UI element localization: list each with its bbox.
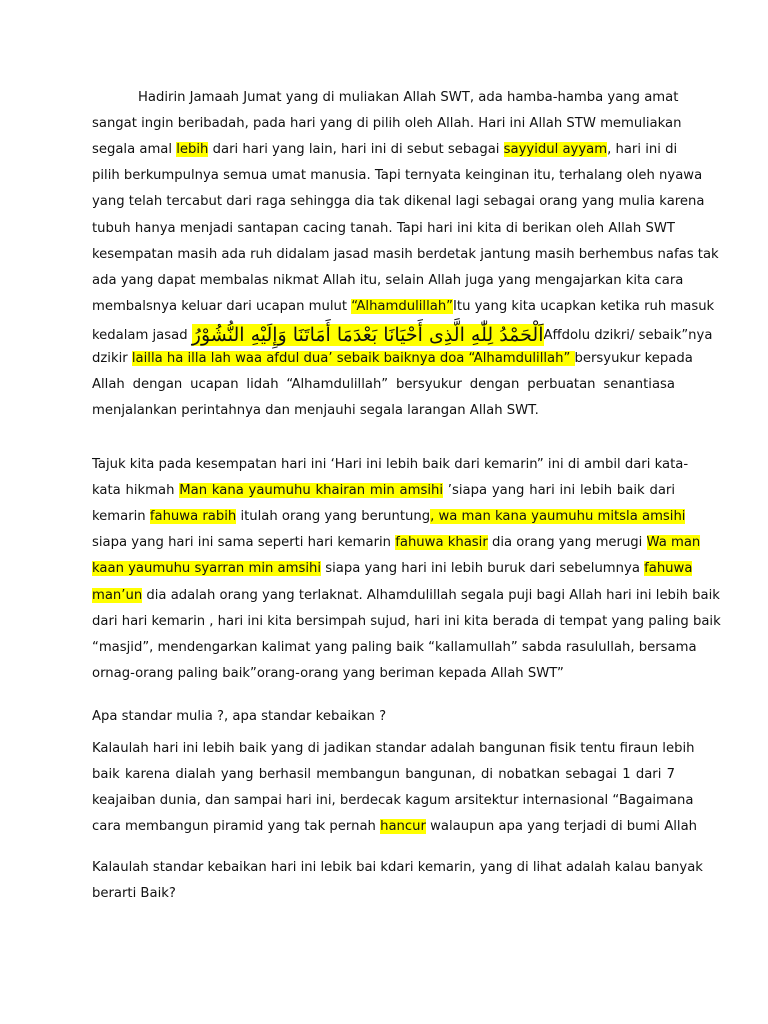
text-segment: membalsnya keluar dari ucapan mulut [92,298,352,314]
text-line [92,217,675,241]
text-line [92,164,703,188]
text-segment: Allah dengan ucapan lidah “Alhamdulillah” bersyukur dengan perbuatan senantiasa [92,377,675,393]
text-line [92,373,675,397]
highlighted-text: kaan yaumuhu syarran min amsihi [92,561,322,577]
text-segment: siapa yang hari ini lebih buruk dari sebelumnya [321,561,645,577]
text-line [92,269,684,293]
text-line [92,815,697,839]
text-segment: segala amal [92,142,177,158]
highlighted-text: fahuwa [644,561,693,577]
text-line [92,112,682,136]
text-line [92,531,701,555]
text-segment: walaupun apa yang terjadi di bumi Allah [425,819,698,835]
text-segment: , hari ini di [607,142,678,158]
text-line [92,789,694,813]
text-segment: Apa standar mulia ?, apa standar kebaikan ? [92,709,387,724]
text-line [92,636,697,660]
highlighted-text: hancur [380,819,426,835]
highlighted-text: lailla ha illa lah waa afdul dua’ sebaik baiknya doa “Alhamdulillah” [131,351,575,366]
text-segment: pilih berkumpulnya semua umat manusia. Tapi ternyata keinginan itu, terhalang oleh nyawa [92,168,703,184]
text-segment: ornag-orang paling baik”orang-orang yang beriman kepada Allah SWT” [92,665,564,681]
arabic-doa: اَلْحَمْدُ لِلّٰهِ الَّذِى أَحْيَانَا بَعْدَمَا أَمَاتَنَا وَإِلَيْهِ النُّشُوْرُ [191,323,544,346]
text-line [92,295,715,319]
text-segment: keajaiban dunia, dan sampai hari ini, berdecak kagum arsitektur internasional “Bagaimana [92,793,694,809]
text-segment: Affdolu dzikri/ sebaik”nya [543,327,713,343]
text-line [92,453,689,477]
highlighted-text: Wa man [646,535,701,551]
text-segment: Kalaulah standar kebaikan hari ini lebik bai kdari kemarin, yang di lihat adalah kalau banyak [92,860,703,875]
text-segment: menjalankan perintahnya dan menjauhi segala larangan Allah SWT. [92,403,539,419]
text-line [92,610,721,634]
text-segment: sangat ingin beribadah, pada hari yang di pilih oleh Allah. Hari ini Allah STW memuliakan [92,116,682,132]
text-line [92,505,686,529]
text-line [92,557,693,581]
text-line [92,399,539,423]
highlighted-text: fahuwa khasir [395,535,488,551]
text-segment: kedalam jasad [92,327,192,343]
highlighted-text: “Alhamdulillah” [351,298,454,314]
text-segment: dia adalah orang yang terlaknat. Alhamdulillah segala puji bagi Allah hari ini lebih baik [142,587,720,603]
text-segment: baik karena dialah yang berhasil membangun bangunan, di nobatkan sebagai 1 dari 7 [92,767,675,783]
text-segment: dzikir [92,351,132,366]
text-segment: yang telah tercabut dari raga sehingga dia tak dikenal lagi sebagai orang yang mulia karena [92,194,705,210]
text-segment: itulah orang yang beruntung [236,509,431,525]
text-line [92,138,678,162]
text-segment: ada yang dapat membalas nikmat Allah itu, selain Allah juga yang mengajarkan kita cara [92,272,684,288]
text-line [92,243,719,267]
text-line [92,321,713,346]
text-segment: “masjid”, mendengarkan kalimat yang paling baik “kallamullah” sabda rasulullah, bersama [92,639,697,655]
text-line [92,190,705,214]
text-segment: berarti Baik? [92,886,176,902]
text-segment: dari hari yang lain, hari ini di sebut sebagai [208,142,504,158]
text-line [92,347,693,371]
text-segment: kemarin [92,509,150,525]
text-segment: dia orang yang merugi [487,535,647,551]
highlighted-text: lebih [176,142,209,158]
text-segment: siapa yang hari ini sama seperti hari kemarin [92,535,396,551]
text-segment: tubuh hanya menjadi santapan cacing tanah. Tapi hari ini kita di berikan oleh Allah SWT [92,220,675,236]
text-segment: bersyukur kepada [574,351,693,366]
text-segment: cara membangun piramid yang tak pernah [92,819,381,835]
text-line [92,763,675,787]
text-segment: Hadirin Jamaah Jumat yang di muliakan Allah SWT, ada hamba-hamba yang amat [138,90,679,105]
highlighted-text: Man kana yaumuhu khairan min amsihi [179,483,443,499]
text-line [138,86,679,110]
text-line [92,856,703,880]
highlighted-text: fahuwa rabih [149,509,237,525]
text-segment: Kalaulah hari ini lebih baik yang di jadikan standar adalah bangunan fisik tentu firaun lebih [92,741,695,756]
highlighted-text: , wa man kana yaumuhu mitsla amsihi [430,509,686,525]
text-line [92,479,675,503]
text-segment: Itu yang kita ucapkan ketika ruh masuk [453,298,715,314]
highlighted-text: sayyidul ayyam [503,142,608,158]
text-segment: Tajuk kita pada kesempatan hari ini ‘Hari ini lebih baik dari kemarin” ini di ambil dari kata- [92,457,689,472]
text-line [92,737,695,761]
text-segment: kesempatan masih ada ruh didalam jasad masih berdetak jantung masih berhembus nafas tak [92,246,719,262]
text-line [92,882,176,906]
text-line [92,662,564,686]
text-line [92,584,720,608]
text-segment: ’siapa yang hari ini lebih baik dari [443,483,675,499]
highlighted-text: man’un [92,587,143,603]
text-segment: kata hikmah [92,483,180,499]
text-line [92,705,386,729]
text-segment: dari hari kemarin , hari ini kita bersimpah sujud, hari ini kita berada di tempat yang paling baik [92,613,721,629]
